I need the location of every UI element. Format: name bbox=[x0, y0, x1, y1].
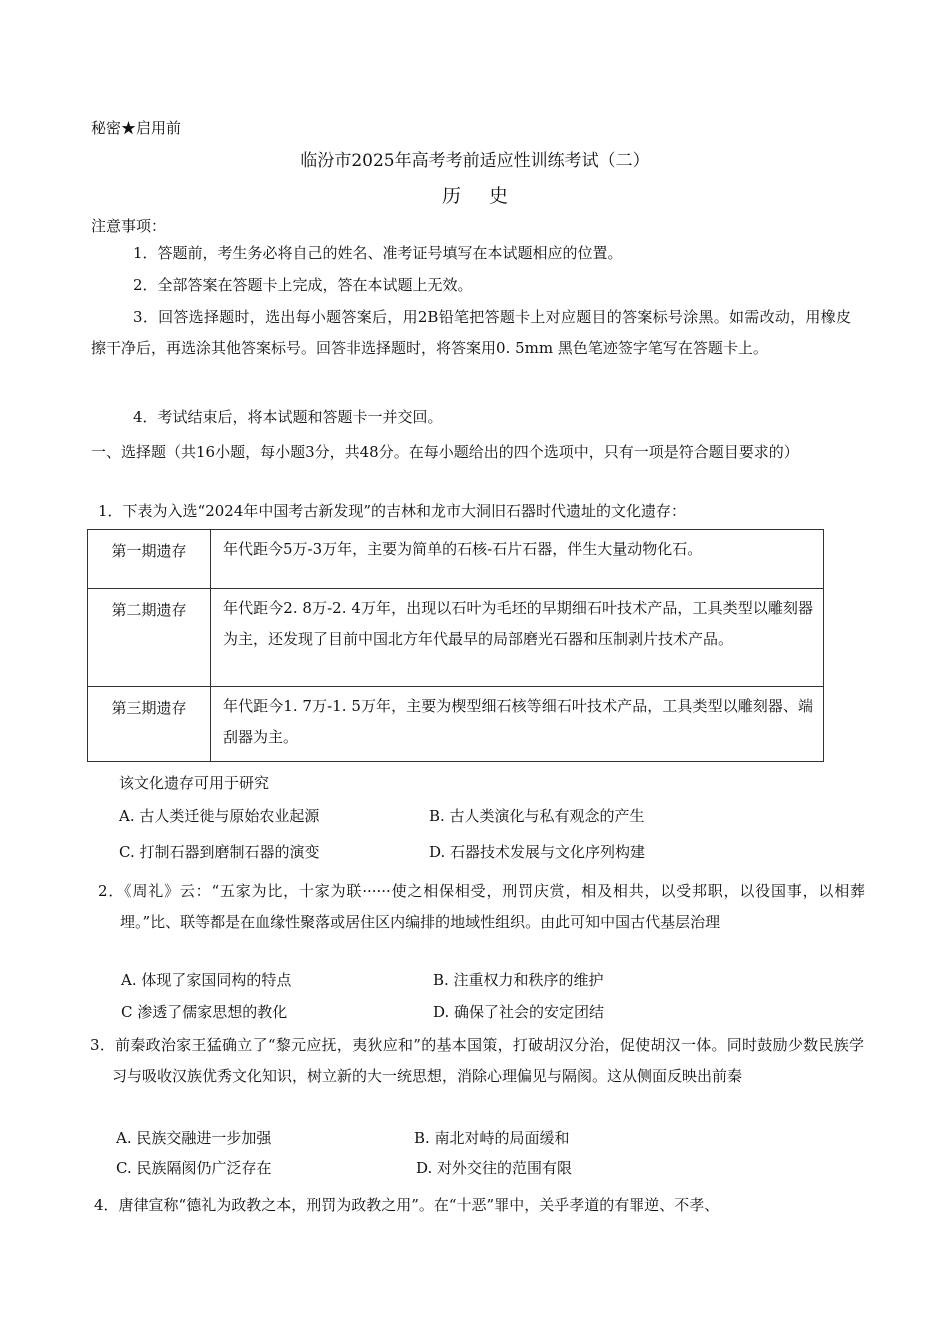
q2-option-c[interactable]: C 渗透了儒家思想的教化 bbox=[121, 1003, 288, 1021]
secrecy-mark: 秘密★启用前 bbox=[91, 119, 182, 137]
relics-table bbox=[87, 529, 824, 762]
table-row-text: 年代距今1. 7万-1. 5万年，主要为楔型细石核等细石叶技术产品，工具类型以雕刻器、端刮器为主。 bbox=[211, 687, 824, 762]
table-row bbox=[88, 530, 824, 589]
exam-title: 临汾市2025年高考考前适应性训练考试（二） bbox=[300, 151, 650, 171]
q1-option-d[interactable]: D. 石器技术发展与文化序列构建 bbox=[429, 843, 646, 861]
table-row-label: 第二期遗存 bbox=[88, 589, 211, 687]
q1-option-a[interactable]: A. 古人类迁徙与原始农业起源 bbox=[119, 807, 320, 825]
notice-item-4: 4．考试结束后，将本试题和答题卡一并交回。 bbox=[133, 408, 443, 426]
notice-item-2: 2．全部答案在答题卡上完成，答在本试题上无效。 bbox=[133, 276, 473, 294]
table-row bbox=[88, 687, 824, 762]
q3-option-b[interactable]: B. 南北对峙的局面缓和 bbox=[414, 1129, 570, 1147]
question-4-stem: 4．唐律宣称“德礼为政教之本，刑罚为政教之用”。在“十恶”罪中，关乎孝道的有罪逆、不孝、 bbox=[94, 1196, 720, 1214]
notice-heading: 注意事项： bbox=[91, 217, 167, 235]
table-row-text: 年代距今5万-3万年，主要为简单的石核-石片石器，伴生大量动物化石。 bbox=[211, 530, 824, 589]
notice-item-1: 1．答题前，考生务必将自己的姓名、准考证号填写在本试题相应的位置。 bbox=[133, 244, 623, 262]
question-2-stem: 2．《周礼》云：“五家为比，十家为联······使之相保相受，刑罚庆赏，相及相共，以受邦职，以役国事，以相葬埋。”比、联等都是在血缘性聚落或居住区内编排的地域性组织。由此可知中国古代基层治理 bbox=[98, 882, 865, 931]
subject-title: 历史 bbox=[441, 185, 536, 207]
question-1-stem: 1．下表为入选“2024年中国考古新发现”的吉林和龙市大洞旧石器时代遗址的文化遗存： bbox=[98, 502, 687, 520]
q1-option-b[interactable]: B. 古人类演化与私有观念的产生 bbox=[429, 807, 645, 825]
notice-item-3: 3．回答选择题时，选出每小题答案后，用2B铅笔把答题卡上对应题目的答案标号涂黑。如需改动，用橡皮擦干净后，再选涂其他答案标号。回答非选择题时，将答案用0. 5mm 黑色笔迹签字笔写在答题卡上。 bbox=[91, 308, 851, 357]
q3-option-c[interactable]: C. 民族隔阂仍广泛存在 bbox=[116, 1159, 272, 1177]
q2-option-b[interactable]: B. 注重权力和秩序的维护 bbox=[433, 971, 604, 989]
q2-option-a[interactable]: A. 体现了家国同构的特点 bbox=[121, 971, 292, 989]
question-1-prompt: 该文化遗存可用于研究 bbox=[119, 774, 270, 792]
q3-option-d[interactable]: D. 对外交往的范围有限 bbox=[416, 1159, 573, 1177]
q1-option-c[interactable]: C. 打制石器到磨制石器的演变 bbox=[119, 843, 320, 861]
table-row bbox=[88, 589, 824, 687]
table-row-text: 年代距今2. 8万-2. 4万年，出现以石叶为毛坯的早期细石叶技术产品，工具类型以雕刻器为主，还发现了目前中国北方年代最早的局部磨光石器和压制剥片技术产品。 bbox=[211, 589, 824, 687]
section-heading: 一、选择题（共16小题，每小题3分，共48分。在每小题给出的四个选项中，只有一项是符合题目要求的） bbox=[91, 443, 799, 461]
q3-option-a[interactable]: A. 民族交融进一步加强 bbox=[116, 1129, 272, 1147]
table-row-label: 第一期遗存 bbox=[88, 530, 211, 589]
q2-option-d[interactable]: D. 确保了社会的安定团结 bbox=[433, 1003, 605, 1021]
question-3-stem: 3．前秦政治家王猛确立了“黎元应抚，夷狄应和”的基本国策，打破胡汉分治，促使胡汉一体。同时鼓励少数民族学习与吸收汉族优秀文化知识，树立新的大一统思想，消除心理偏见与隔阂。这从侧面反映出前秦 bbox=[90, 1036, 864, 1085]
table-row-label: 第三期遗存 bbox=[88, 687, 211, 762]
